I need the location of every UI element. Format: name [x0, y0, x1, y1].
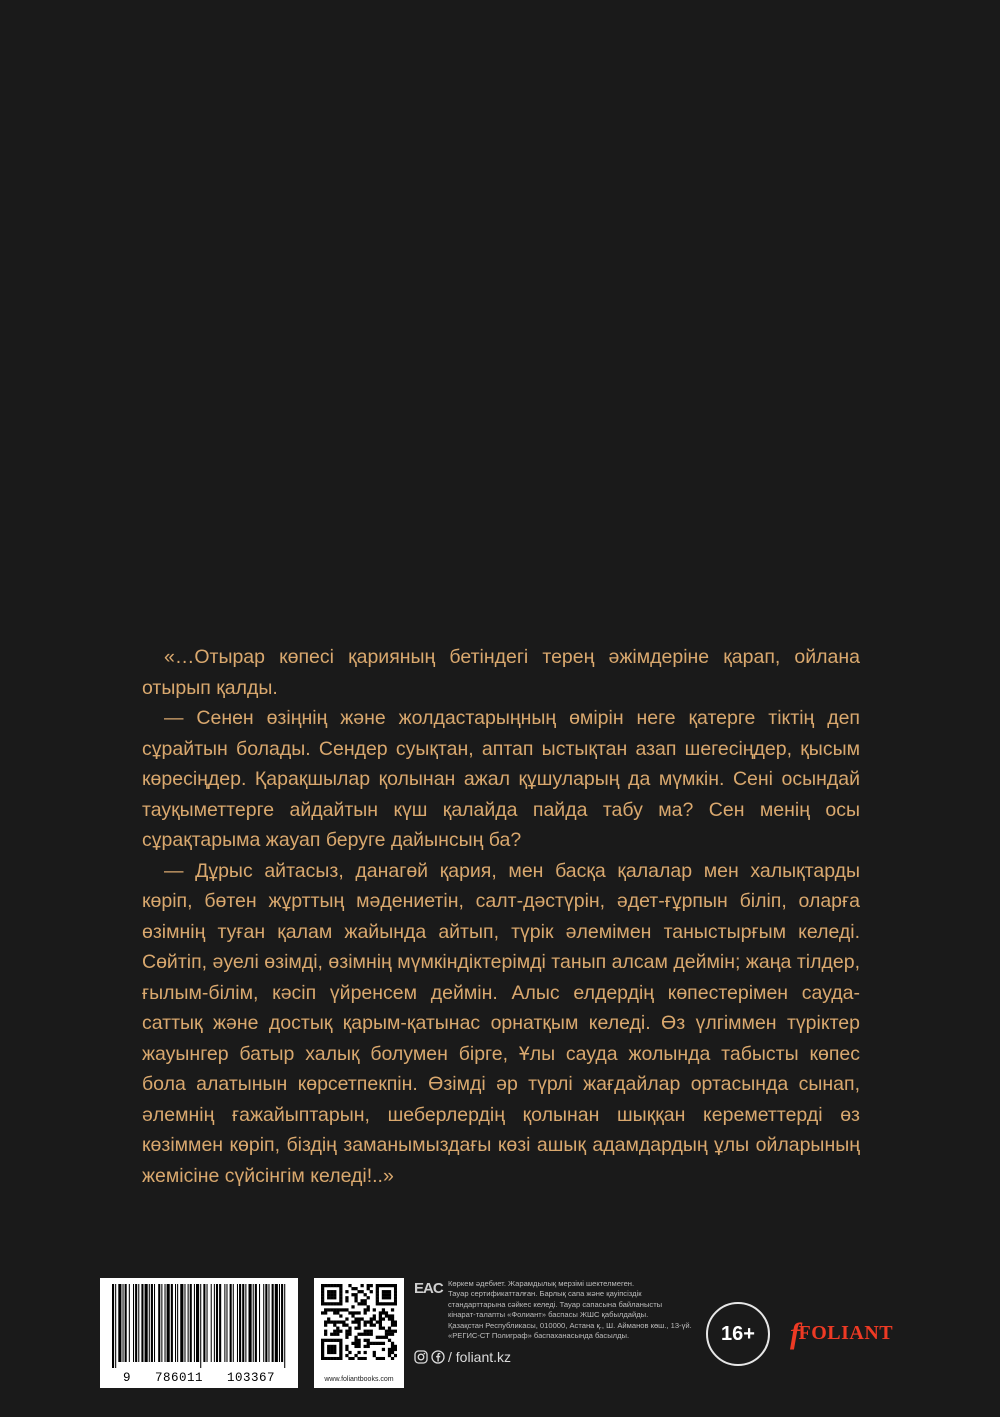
instagram-icon[interactable] [414, 1350, 428, 1364]
qr-code-icon [321, 1284, 397, 1360]
isbn-digits: 9 786011 103367 [122, 1371, 276, 1385]
qr-url: www.foliantbooks.com [324, 1376, 394, 1383]
logo-text: FOLIANT [798, 1322, 894, 1344]
logo-mark: f [790, 1316, 801, 1350]
qr-code-block[interactable] [314, 1278, 404, 1388]
imprint-text [448, 1279, 708, 1341]
barcode-bars [106, 1284, 292, 1368]
quote-paragraph-3: — Дұрыс айтасыз, данагөй қария, мен басқа қалалар мен халықтарды көріп, бөтен жұрттың мәдениетін, салт-дәстүрін, әдет-ғұрпын біліп, оларға өзімнің туған қалам жайында айтып, түрік әлемімен таныстырғым келеді. Сөйтіп, әуелі өзімді, өзімнің мүмкіндіктерімді танып алсам деймін; жаңа тілдер, ғылым-білім, кәсіп үйренсем деймін. Алыс елдердің көпестерімен сауда-саттық және достық қарым-қатынас орнатқым келеді. Өз үлгіммен түріктер жауынгер батыр халық болумен бірге, Ұлы сауда жолында табысты көпес бола алатынын көрсетпекпін. Өзімді әр түрлі жағдайлар ортасында сынап, әлемнің ғажайыптарын, шеберлердің қолынан шыққан кереметтерді өз көзіммен көріп, біздің заманымыздағы көзі ашық адамдардың ұлы ойларының жемісіне сүйсінгім келеді!..» [142, 859, 860, 1187]
imprint-line: Тауар сертификатталған. Барлық сапа және қауіпсіздік [448, 1289, 642, 1299]
imprint-line: стандарттарына сәйкес келеді. Тауар сапасына байланысты [448, 1299, 663, 1309]
imprint-line: кінарат-талапты «Фолиант» баспасы ЖШС қабылдайды. [448, 1310, 649, 1320]
facebook-icon[interactable] [431, 1350, 445, 1364]
eac-mark: EAC [414, 1280, 443, 1297]
isbn-barcode [100, 1278, 298, 1388]
imprint-line: «РЕГИС-СТ Полиграф» баспаханасында басылды. [448, 1331, 630, 1341]
quote-paragraph-1: «…Отырар көпесі қарияның бетіндегі терең әжімдеріне қарап, ойлана отырып қалды. [142, 646, 860, 699]
quote-paragraph-2: — Сенен өзіңнің және жолдастарыңның өмірін неге қатерге тіктің деп сұрайтын болады. Сендер суықтан, аптап ыстықтан азап шегесіңдер, қысым көресіңдер. Қарақшылар қолынан ажал құшуларың да мүмкін. Сені осындай тауқыметтерге айдайтын күш қалайда пайда табу ма? Сен менің осы сұрақтарыма жауап беруге дайынсың ба? [142, 707, 860, 851]
social-handle[interactable]: / foliant.kz [448, 1349, 512, 1365]
publisher-logo [790, 1316, 894, 1350]
imprint-line: Қазақстан Республикасы, 010000, Астана қ., Ш. Айманов көш., 13-үй. [448, 1320, 692, 1330]
age-rating-badge: 16+ [706, 1302, 770, 1366]
social-links[interactable] [414, 1349, 511, 1365]
back-cover-quote [142, 642, 860, 1191]
imprint-line: Көркем әдебиет. Жарамдылық мерзімі шектелмеген. [448, 1279, 635, 1288]
